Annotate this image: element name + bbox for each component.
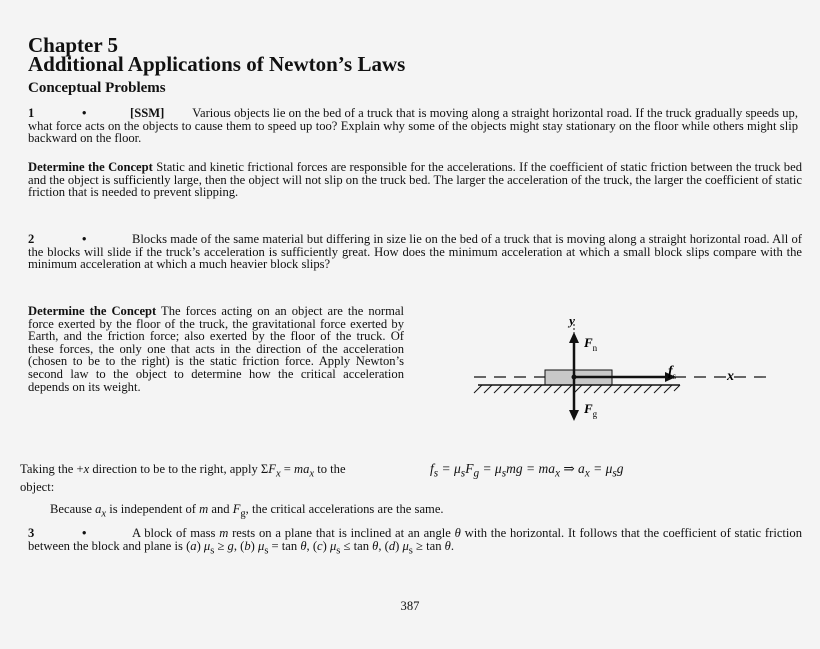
concept-text: Static and kinetic frictional forces are responsible for the accelerations. If the coefficient of static friction between the truck bed and the object is sufficiently large, then the object will not slip on the truck bed. The larger the acceleration of the truck, the larger the coefficient of static friction that is needed to prevent slipping. (28, 160, 802, 200)
chapter-heading (28, 33, 406, 76)
solution-step: Taking the +x direction to be to the right, apply $\Sigma F_x = ma_x$ to the object: (20, 462, 346, 495)
difficulty-bullet: • (82, 106, 87, 120)
chapter-number: Chapter 5 (28, 33, 119, 57)
problem-3-statement: 3 • A block of mass m rests on a plane that is inclined at an angle θ with the horizontal. It follows that the coefficient of static friction between the block and plane is (a) $\mu_s \ge g$, (b) $\mu_s = \tan \theta$, (c) $\mu_s \le \tan \theta$, (d) $\mu_s \ge \tan \theta$. (28, 526, 802, 557)
friction-force-label: $f_s$ (668, 364, 677, 381)
equation: $f_s = \mu_sF_g = \mu_smg = ma_x$ ⇒ $a_x = \mu_sg$ (430, 461, 624, 480)
problem-number: 3 (28, 526, 35, 540)
problem-number: 1 (28, 106, 35, 120)
problem-text: Various objects lie on the bed of a truck that is moving along a straight horizontal road. If the truck gradually speeds up, what force acts on the objects to cause them to speed up too? Explain why some of the objects might stay stationary on the floor while others might slip backward on the floor. (28, 106, 798, 146)
difficulty-bullet: • (82, 232, 87, 246)
ssm-tag: [SSM] (130, 106, 165, 120)
concept-label: Determine the Concept (28, 160, 153, 174)
normal-force-arrowhead (569, 332, 579, 343)
conclusion: Because $a_x$ is independent of m and $F_g$, the critical accelerations are the same. (50, 502, 444, 520)
y-axis-label: y (569, 313, 575, 328)
normal-force-label: $F_n$ (584, 335, 598, 353)
gravity-force-label: $F_g$ (584, 401, 598, 419)
gravity-force-arrowhead (569, 410, 579, 421)
surface-hatching (474, 385, 680, 393)
problem-2-solution (28, 305, 404, 393)
free-body-diagram (470, 312, 780, 424)
concept-label: Determine the Concept (28, 304, 157, 318)
problem-text: Blocks made of the same material but differing in size lie on the bed of a truck that is moving along a straight horizontal road. All of the blocks will slide if the truck’s acceleration is sufficiently great. How does the minimum acceleration at which a small block slips compare with the minimum acceleration at which a much heavier block slips? (28, 232, 802, 272)
concept-text: The forces acting on an object are the normal force exerted by the floor of the truck, the gravitational force exerted by Earth, and the friction force; also exerted by the floor of the truck. Of these forces, the only one that acts in the direction of the acceleration (chosen to be to the right) is the static friction force. Apply Newton’s second law to the object to determine how the critical acceleration depends on its weight. (28, 304, 404, 394)
problem-1-solution (28, 161, 802, 199)
problem-2-statement (28, 233, 802, 271)
section-heading: Conceptual Problems (28, 80, 166, 96)
page-number: 387 (400, 599, 420, 613)
problem-1-statement (28, 107, 798, 145)
origin-point (572, 375, 577, 380)
difficulty-bullet: • (82, 526, 87, 540)
problem-number: 2 (28, 232, 35, 246)
chapter-title: Additional Applications of Newton’s Laws (28, 52, 406, 76)
x-axis-label: x (727, 369, 734, 384)
